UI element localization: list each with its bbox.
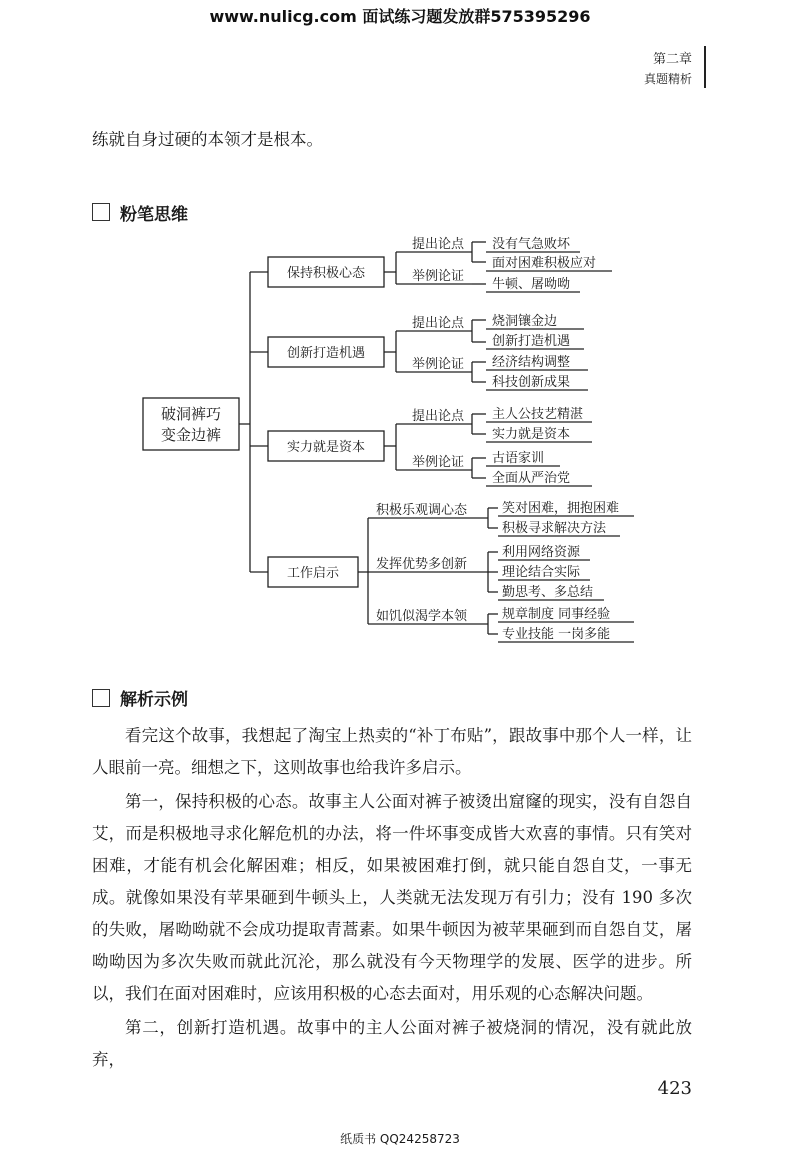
leaf-label: 专业技能 一岗多能 xyxy=(502,627,611,642)
leaf-label: 科技创新成果 xyxy=(492,375,571,390)
leaf-label: 笑对困难，拥抱困难 xyxy=(502,501,620,516)
paragraph: 看完这个故事，我想起了淘宝上热卖的“补丁布贴”，跟故事中那个人一样，让人眼前一亮。细想之下，这则故事也给我许多启示。 xyxy=(92,726,692,777)
paragraph: 第一，保持积极的心态。故事主人公面对裤子被烫出窟窿的现实，没有自怨自艾，而是积极地寻求化解危机的办法，将一件坏事变成皆大欢喜的事情。只有笑对困难，才能有机会化解困难；相反，如果被困难打倒，就只能自怨自艾，一事无成。就像如果没有苹果砸到牛顿头上，人类就无法发现万有引力；没有 190 多次的失败，屠呦呦就不会成功提取青蒿素。如果牛顿因为被苹果砸到而自怨自艾，屠呦呦因为多次失败而就此沉沦，那么就没有今天物理学的发展、医学的进步。所以，我们在面对困难时，应该用积极的心态去面对，用乐观的心态解决问题。 xyxy=(92,792,692,1003)
book-icon xyxy=(92,689,110,707)
leaf-label: 经济结构调整 xyxy=(492,355,571,370)
leaf-label: 全面从严治党 xyxy=(492,471,571,486)
leaf-label: 理论结合实际 xyxy=(502,565,581,580)
leaf-label: 古语家训 xyxy=(492,451,545,466)
paragraph: 第二，创新打造机遇。故事中的主人公面对裤子被烧洞的情况，没有就此放弃， xyxy=(92,1018,692,1069)
leaf-label: 没有气急败坏 xyxy=(492,237,571,252)
branch-label: 保持积极心态 xyxy=(286,266,366,281)
chapter-subtitle: 真题精析 xyxy=(643,72,692,86)
sub-label: 举例论证 xyxy=(412,357,465,372)
sub-label: 举例论证 xyxy=(412,269,465,284)
branch-label: 工作启示 xyxy=(286,566,340,581)
footer-watermark: 纸质书 QQ24258723 xyxy=(340,1132,460,1146)
page-number: 423 xyxy=(657,1078,692,1099)
leaf-label: 规章制度 同事经验 xyxy=(502,607,611,622)
sub-label: 如饥似渴学本领 xyxy=(376,609,468,624)
leaf-label: 利用网络资源 xyxy=(502,545,581,560)
leaf-label: 实力就是资本 xyxy=(492,427,571,442)
chapter-label: 第二章 xyxy=(652,52,692,67)
leaf-label: 牛顿、屠呦呦 xyxy=(492,277,571,292)
top-banner: www.nulicg.com 面试练习题发放群575395296 xyxy=(209,7,591,26)
intro-line: 练就自身过硬的本领才是根本。 xyxy=(92,130,323,149)
branch-label: 实力就是资本 xyxy=(286,440,366,455)
leaf-label: 烧洞镶金边 xyxy=(492,314,558,329)
mindmap-root-line1: 破洞裤巧 xyxy=(160,405,222,423)
analysis-section-title: 解析示例 xyxy=(120,690,188,710)
sub-label: 提出论点 xyxy=(412,237,465,252)
sub-label: 发挥优势多创新 xyxy=(376,557,468,572)
mindmap-root-line2: 变金边裤 xyxy=(160,426,222,444)
leaf-label: 积极寻求解决方法 xyxy=(502,521,607,536)
sub-label: 提出论点 xyxy=(412,316,465,331)
sub-label: 积极乐观调心态 xyxy=(376,503,468,518)
sub-label: 举例论证 xyxy=(412,455,465,470)
leaf-label: 勤思考、多总结 xyxy=(502,585,594,600)
sub-label: 提出论点 xyxy=(412,409,465,424)
leaf-label: 主人公技艺精湛 xyxy=(492,407,584,422)
mindmap-section-title: 粉笔思维 xyxy=(120,205,188,225)
branch-label: 创新打造机遇 xyxy=(286,346,366,361)
leaf-label: 面对困难积极应对 xyxy=(492,256,597,271)
leaf-label: 创新打造机遇 xyxy=(492,334,571,349)
